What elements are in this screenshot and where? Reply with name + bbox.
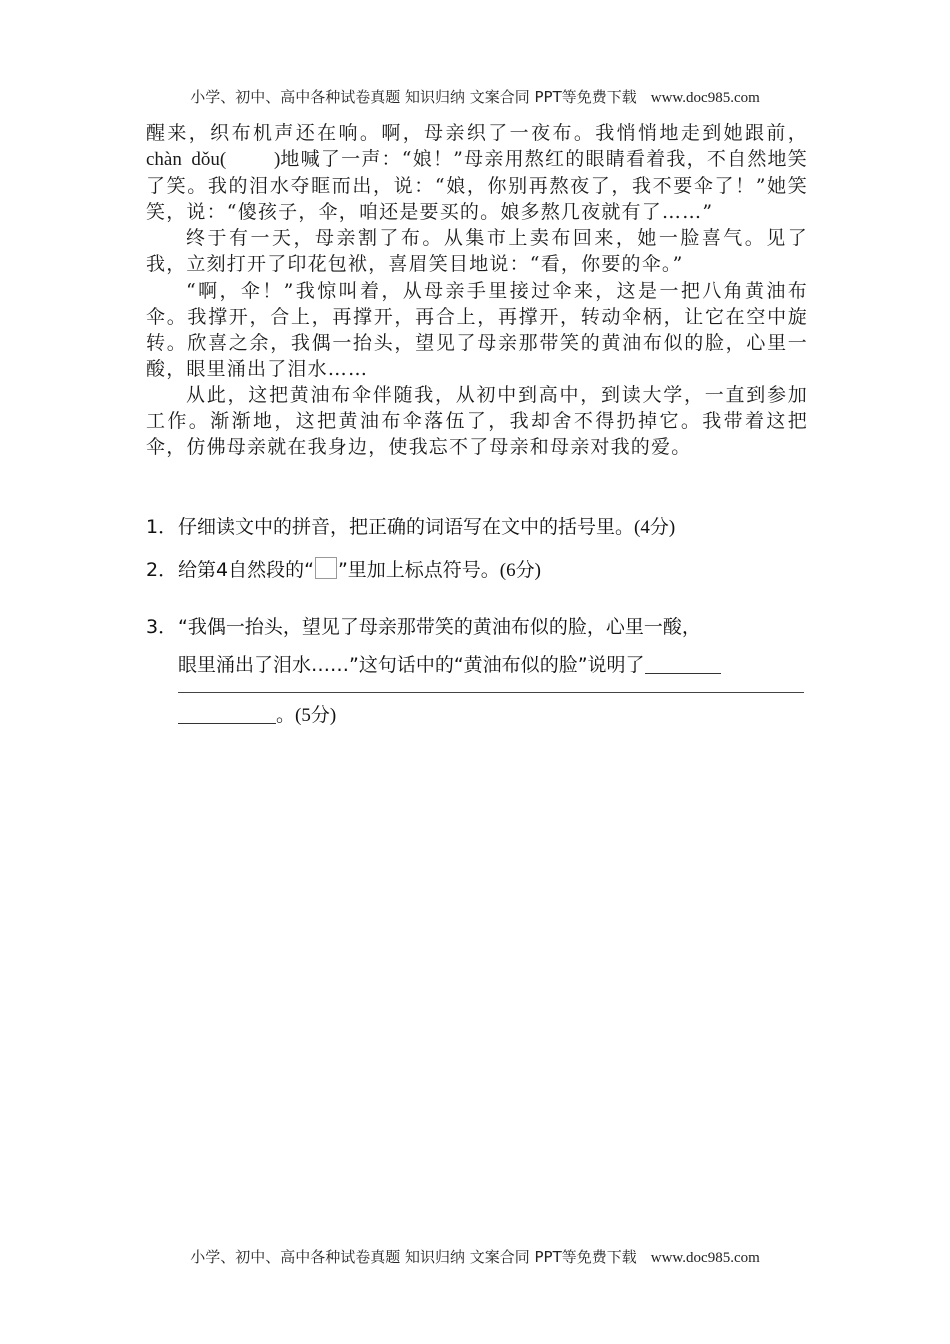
footer-url[interactable]: www.doc985.com [650, 1250, 760, 1266]
paragraph-2: 终于有一天，母亲割了布。从集市上卖布回来，她一脸喜气。见了我，立刻打开了印花包袱，喜眉笑目地说：“看，你要的伞。” [146, 227, 808, 276]
question-points: (6分) [499, 560, 541, 581]
question-points: (4分) [634, 517, 676, 538]
page-header [0, 86, 950, 107]
footer-text: 小学、初中、高中各种试卷真题 知识归纳 文案合同 PPT等免费下载 [190, 1248, 637, 1266]
question-text-b: ”里加上标点符号。 [337, 559, 500, 581]
question-1 [146, 512, 675, 539]
question-3 [146, 612, 701, 639]
question-line-2: 眼里涌出了泪水……”这句话中的“黄油布似的脸”说明了 [178, 654, 645, 676]
question-points: (5分) [295, 705, 337, 726]
question-3-line-2 [178, 650, 721, 677]
paragraph-4: 从此，这把黄油布伞伴随我，从初中到高中，到读大学，一直到参加工作。渐渐地，这把黄油布伞落伍了，我却舍不得扔掉它。我带着这把伞，仿佛母亲就在我身边，使我忘不了母亲和母亲对我的爱。 [146, 383, 808, 459]
question-number: 3． [146, 616, 178, 638]
question-line-1: “我偶一抬头，望见了母亲那带笑的黄油布似的脸，心里一酸， [178, 616, 701, 638]
question-text: 仔细读文中的拼音，把正确的词语写在文中的括号里。 [178, 516, 635, 538]
pinyin-blank: chàn dǒu( ) [146, 149, 281, 171]
page-footer [0, 1246, 950, 1267]
answer-line[interactable] [178, 692, 804, 693]
paragraph-1-part-b: 地喊了一声：“娘！”母亲用熬红的眼睛看着我，不自然地笑了笑。我的泪水夺眶而出，说：“娘，你别再熬夜了，我不要伞了！”她笑笑，说：“傻孩子，伞，咱还是要买的。娘多熬几夜就有了……” [146, 148, 808, 224]
question-number: 1． [146, 516, 178, 538]
paragraph-1 [146, 120, 808, 225]
reading-passage [146, 120, 808, 460]
question-2 [146, 555, 541, 582]
answer-blank-2[interactable] [178, 703, 276, 724]
paragraph-1-part-a: 醒来，织布机声还在响。啊，母亲织了一夜布。我悄悄地走到她跟前， [146, 122, 808, 144]
question-number: 2． [146, 559, 178, 581]
question-3-line-3 [178, 700, 336, 727]
answer-blank-1[interactable] [645, 653, 721, 674]
paragraph-3: “啊，伞！”我惊叫着，从母亲手里接过伞来，这是一把八角黄油布伞。我撑开，合上，再撑开，再合上，再撑开，转动伞柄，让它在空中旋转。欣喜之余，我偶一抬头，望见了母亲那带笑的黄油布似的脸，心里一酸，眼里涌出了泪水…… [146, 279, 808, 380]
punctuation-box[interactable] [315, 557, 337, 579]
header-url[interactable]: www.doc985.com [650, 90, 760, 106]
question-text-a: 给第4自然段的“ [178, 559, 314, 581]
question-end: 。 [276, 704, 296, 726]
header-text: 小学、初中、高中各种试卷真题 知识归纳 文案合同 PPT等免费下载 [190, 88, 637, 106]
